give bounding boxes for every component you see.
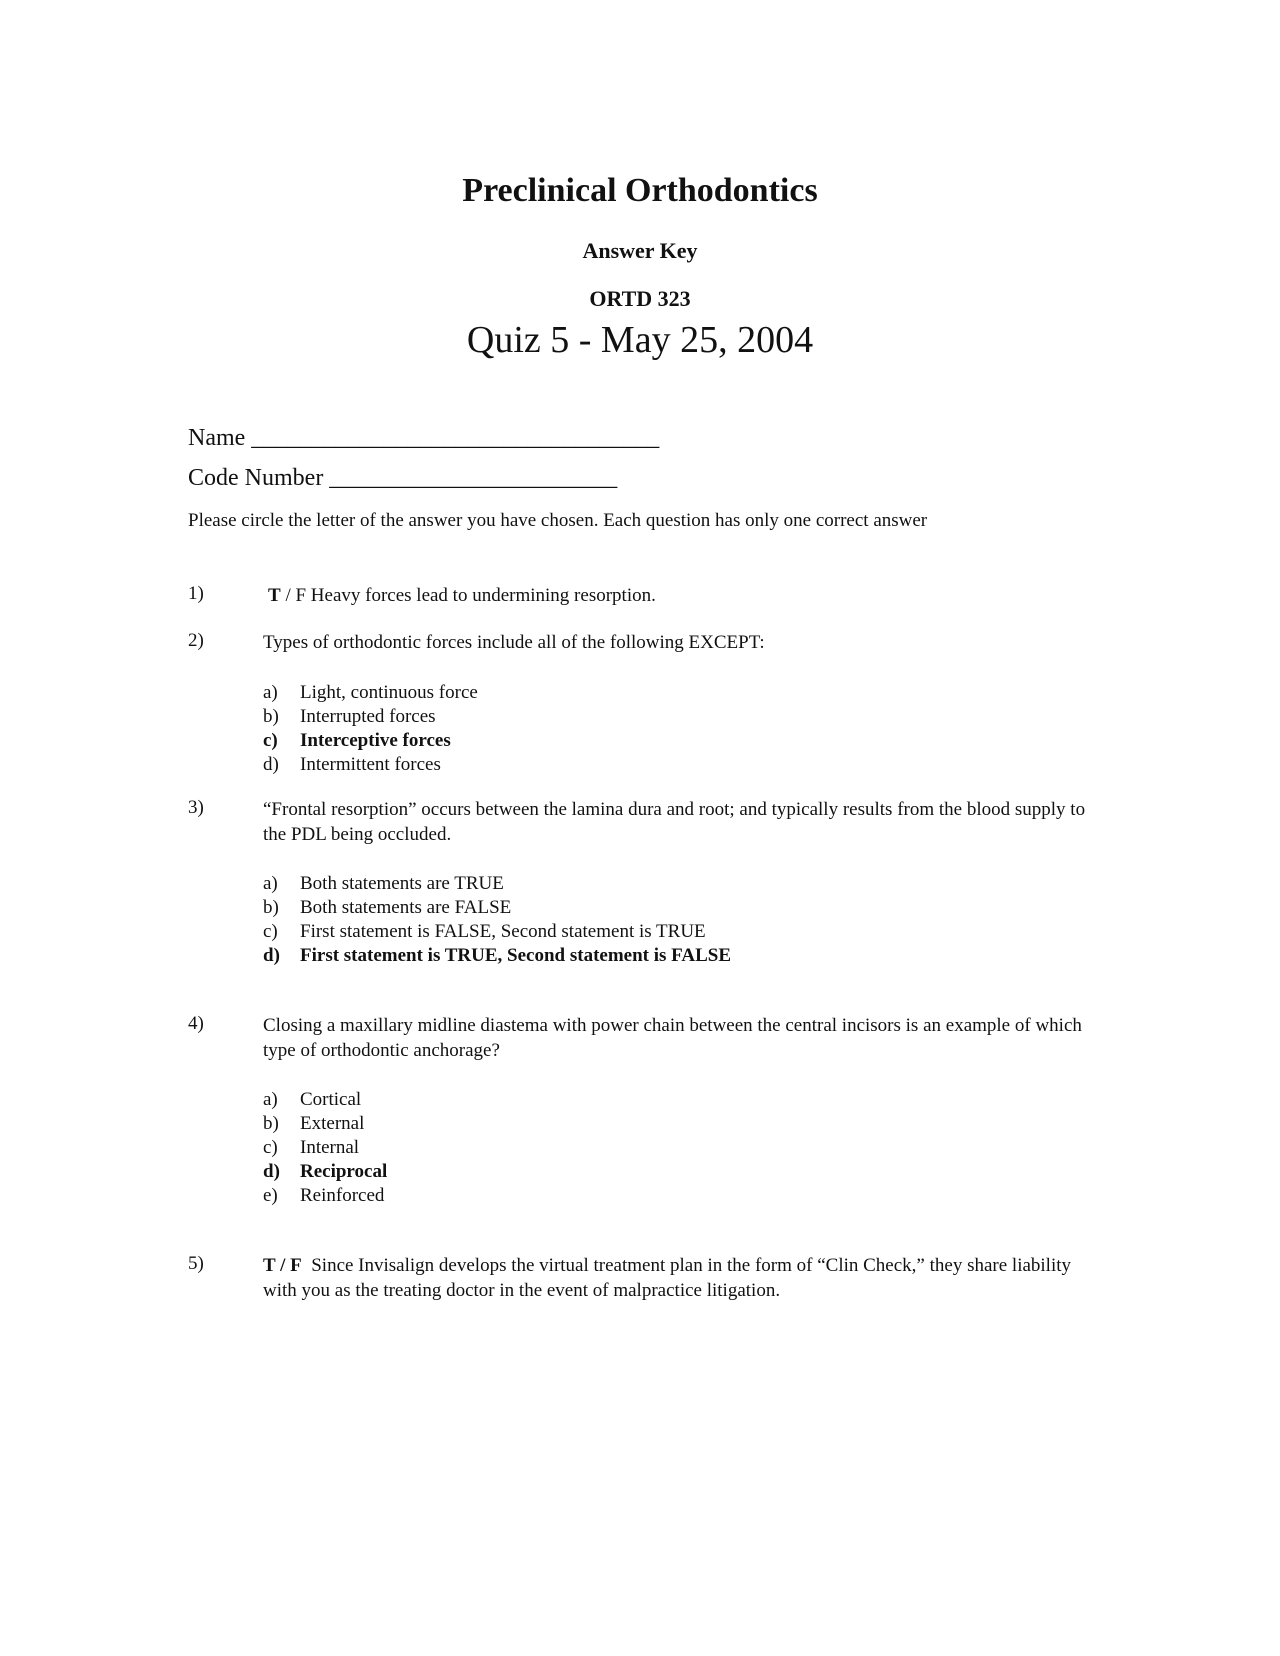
question-number: 2) (188, 630, 204, 651)
option-letter: c) (263, 921, 278, 942)
instructions: Please circle the letter of the answer you have chosen. Each question has only one correct answer (188, 510, 928, 531)
question-statement: / F Heavy forces lead to undermining resorption. (285, 585, 656, 606)
option-letter: c) (263, 730, 278, 751)
option-text: Reciprocal (300, 1161, 388, 1182)
page-title: Preclinical Orthodontics (462, 172, 818, 209)
option-letter: b) (263, 706, 279, 727)
option-letter: d) (263, 945, 280, 966)
name-field: Name __________________________________ (188, 425, 660, 451)
option-letter: a) (263, 873, 278, 894)
option-text: Light, continuous force (300, 682, 478, 703)
option-letter: b) (263, 1113, 279, 1134)
quiz-heading: Quiz 5 - May 25, 2004 (466, 319, 814, 361)
course-code: ORTD 323 (589, 286, 691, 311)
question-number: 3) (188, 797, 204, 818)
question-number: 4) (188, 1013, 204, 1034)
question-text: “Frontal resorption” occurs between the lamina dura and root; and typically results from the blood supply to the PDL being occluded. (263, 799, 1086, 845)
option-text: Cortical (300, 1089, 362, 1110)
option-letter: d) (263, 1161, 280, 1182)
option-letter: b) (263, 897, 279, 918)
question-text (268, 583, 1098, 608)
option-text: Intermittent forces (300, 754, 441, 775)
question-text: Types of orthodontic forces include all of the following EXCEPT: (263, 632, 765, 653)
option-text: Interceptive forces (300, 730, 451, 751)
option-text: External (300, 1113, 365, 1134)
option-letter: a) (263, 1089, 278, 1110)
option-text: Both statements are FALSE (300, 897, 512, 918)
option-text: First statement is TRUE, Second statement is FALSE (300, 945, 731, 966)
true-false-answer: T / F (263, 1255, 302, 1276)
option-letter: a) (263, 682, 278, 703)
option-text: Internal (300, 1137, 360, 1158)
option-letter: e) (263, 1185, 278, 1206)
question-number: 5) (188, 1253, 204, 1274)
code-number-field: Code Number ________________________ (188, 465, 618, 491)
true-false-answer: T (268, 585, 281, 606)
question-text (263, 1253, 1093, 1303)
question-number: 1) (188, 583, 204, 604)
option-text: Interrupted forces (300, 706, 436, 727)
question-text: Closing a maxillary midline diastema with power chain between the central incisors is an example of which type of orthodontic anchorage? (263, 1015, 1082, 1061)
option-letter: d) (263, 754, 279, 775)
page-subtitle: Answer Key (582, 238, 698, 263)
question-statement: Since Invisalign develops the virtual treatment plan in the form of “Clin Check,” they share liability with you as the treating doctor in the event of malpractice litigation. (263, 1255, 1076, 1301)
option-text: First statement is FALSE, Second statement is TRUE (300, 921, 706, 942)
option-letter: c) (263, 1137, 278, 1158)
option-text: Both statements are TRUE (300, 873, 504, 894)
option-text: Reinforced (300, 1185, 385, 1206)
